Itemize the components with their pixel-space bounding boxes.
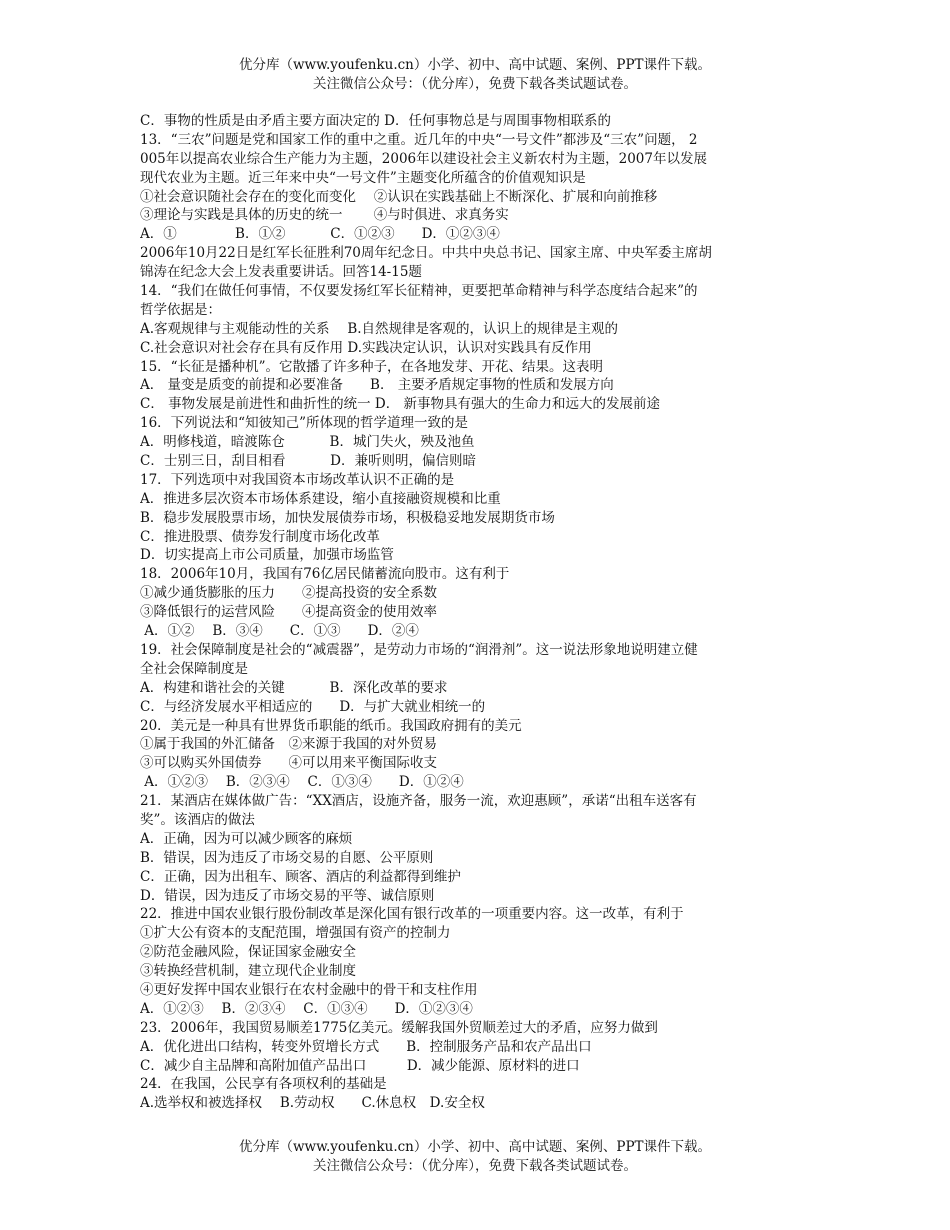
text-line: 005年以提高农业综合生产能力为主题，2006年以建设社会主义新农村为主题，2007年以发展 (140, 150, 707, 167)
text-line: 13．“三农”问题是党和国家工作的重中之重。近几年的中央“一号文件”都涉及“三农”问题， 2 (140, 131, 698, 148)
text-line: A． 量变是质变的前提和必要准备 B． 主要矛盾规定事物的性质和发展方向 (140, 377, 614, 394)
text-line: C．推进股票、债券发行制度市场化改革 (140, 528, 380, 545)
text-line: C.社会意识对社会存在具有反作用 D.实践决定认识，认识对实践具有反作用 (140, 339, 592, 356)
header-line-2: 关注微信公众号：（优分库），免费下载各类试题试卷。 (313, 76, 637, 92)
text-line: C．减少自主品牌和高附加值产品出口 D．减少能源、原材料的进口 (140, 1057, 580, 1074)
text-line: ①属于我国的外汇储备 ②来源于我国的对外贸易 (140, 736, 437, 753)
page-header (0, 56, 950, 94)
text-line: A．正确，因为可以减少顾客的麻烦 (140, 830, 353, 847)
text-line: 全社会保障制度是 (140, 660, 248, 677)
text-line: C．与经济发展水平相适应的 D．与扩大就业相统一的 (140, 698, 486, 715)
text-line: D．错误，因为违反了市场交易的平等、诚信原则 (140, 887, 435, 904)
text-line: A．推进多层次资本市场体系建设，缩小直接融资规模和比重 (140, 490, 501, 507)
text-line: ①减少通货膨胀的压力 ②提高投资的安全系数 (140, 585, 437, 602)
text-line: ③可以购买外国债券 ④可以用来平衡国际收支 (140, 755, 437, 772)
text-line: 19．社会保障制度是社会的“减震器”，是劳动力市场的“润滑剂”。这一说法形象地说明建立健 (140, 641, 698, 658)
page-footer (0, 1138, 950, 1176)
text-line: 2006年10月22日是红军长征胜利70周年纪念日。中共中央总书记、国家主席、中央军委主席胡 (140, 245, 712, 262)
text-line: B．错误，因为违反了市场交易的自愿、公平原则 (140, 849, 434, 866)
text-line: D．切实提高上市公司质量，加强市场监管 (140, 547, 394, 564)
text-line: ③理论与实践是具体的历史的统一 ④与时俱进、求真务实 (140, 207, 509, 224)
text-line: C．事物的性质是由矛盾主要方面决定的 D．任何事物总是与周围事物相联系的 (140, 113, 611, 129)
text-line: 奖”。该酒店的做法 (140, 811, 255, 828)
text-line: 22．推进中国农业银行股份制改革是深化国有银行改革的一项重要内容。这一改革，有利于 (140, 906, 684, 923)
text-line: 23．2006年，我国贸易顺差1775亿美元。缓解我国外贸顺差过大的矛盾，应努力做到 (140, 1019, 658, 1036)
text-line: 14．“我们在做任何事情，不仅要发扬红军长征精神，更要把革命精神与科学态度结合起来”的 (140, 283, 698, 300)
text-line: ④更好发挥中国农业银行在农村金融中的骨干和支柱作用 (140, 981, 478, 998)
text-line: 20．美元是一种具有世界货币职能的纸币。我国政府拥有的美元 (140, 717, 522, 734)
document-body (140, 112, 830, 1113)
text-line: C．正确，因为出租车、顾客、酒店的利益都得到维护 (140, 868, 461, 885)
text-line: 16．下列说法和“知彼知己”所体现的哲学道理一致的是 (140, 415, 468, 432)
text-line: A．①②③ B．②③④ C．①③④ D．①②③④ (140, 1000, 473, 1017)
header-line-1: 优分库（www.youfenku.cn）小学、初中、高中试题、案例、PPT课件下载。 (238, 57, 712, 73)
text-line: 15．“长征是播种机”。它散播了许多种子，在各地发芽、开花、结果。这表明 (140, 358, 603, 375)
text-line: A．①②③ B．②③④ C．①③④ D．①②④ (140, 774, 464, 791)
text-line: A．明修栈道，暗渡陈仓 B．城门失火，殃及池鱼 (140, 434, 475, 451)
text-line: A．优化进出口结构，转变外贸增长方式 B．控制服务产品和农产品出口 (140, 1038, 592, 1055)
text-line: ②防范金融风险，保证国家金融安全 (140, 944, 356, 961)
text-line: A．构建和谐社会的关键 B．深化改革的要求 (140, 679, 448, 696)
text-line: ①社会意识随社会存在的变化而变化 ②认识在实践基础上不断深化、扩展和向前推移 (140, 188, 658, 205)
text-line: ③转换经营机制，建立现代企业制度 (140, 963, 356, 980)
text-line: A．① B．①② C．①②③ D．①②③④ (140, 226, 500, 243)
footer-line-2: 关注微信公众号：（优分库），免费下载各类试题试卷。 (313, 1158, 637, 1174)
text-line: C．士别三日，刮目相看 D．兼听则明，偏信则暗 (140, 453, 476, 470)
text-line: A.客观规律与主观能动性的关系 B.自然规律是客观的，认识上的规律是主观的 (140, 320, 619, 337)
text-line: ③降低银行的运营风险 ④提高资金的使用效率 (140, 604, 437, 621)
text-line: 21．某酒店在媒体做广告：“XX酒店，设施齐备，服务一流，欢迎惠顾”，承诺“出租车送客有 (140, 793, 697, 810)
text-line: A.选举权和被选择权 B.劳动权 C.休息权 D.安全权 (140, 1095, 485, 1112)
text-line: B．稳步发展股票市场，加快发展债券市场，积极稳妥地发展期货市场 (140, 509, 555, 526)
text-line: 24．在我国，公民享有各项权利的基础是 (140, 1076, 387, 1093)
text-line: 现代农业为主题。近三年来中央“一号文件”主题变化所蕴含的价值观知识是 (140, 169, 586, 186)
text-line: C． 事物发展是前进性和曲折性的统一 D． 新事物具有强大的生命力和远大的发展前途 (140, 396, 661, 413)
text-line: 锦涛在纪念大会上发表重要讲话。回答14-15题 (140, 264, 422, 281)
footer-line-1: 优分库（www.youfenku.cn）小学、初中、高中试题、案例、PPT课件下载。 (238, 1139, 712, 1155)
text-line: 17．下列选项中对我国资本市场改革认识不正确的是 (140, 471, 455, 488)
text-line: 18．2006年10月，我国有76亿居民储蓄流向股市。这有利于 (140, 566, 510, 583)
text-line: 哲学依据是： (140, 301, 221, 318)
text-line: ①扩大公有资本的支配范围，增强国有资产的控制力 (140, 925, 451, 942)
text-line: A．①② B．③④ C．①③ D．②④ (140, 623, 419, 640)
